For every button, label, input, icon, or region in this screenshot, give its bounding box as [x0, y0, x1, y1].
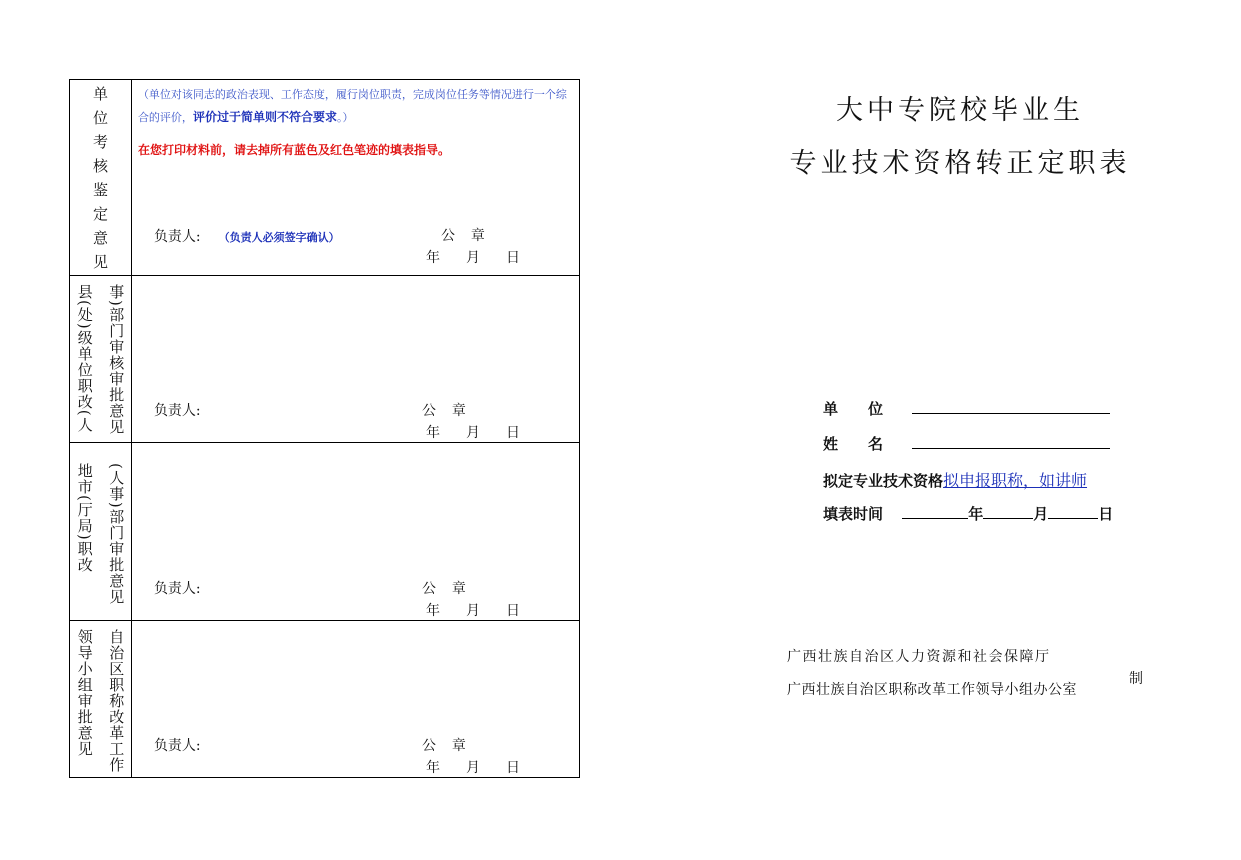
date-line: 年 月 日	[425, 250, 520, 266]
qualification-field: 拟定专业技术资格拟申报职称，如讲师	[823, 471, 1088, 490]
name-input[interactable]	[912, 434, 1110, 449]
print-warning: 在您打印材料前，请去掉所有蓝色及红色笔迹的填表指导。	[137, 143, 450, 157]
issuer-suffix: 制	[1129, 671, 1143, 687]
signer-note: （负责人必须签字确认）	[218, 231, 340, 244]
signer-label: 负责人:	[153, 403, 201, 419]
cover-title-line2: 专业技术资格转正定职表	[789, 148, 1131, 179]
official-seal-label: 公 章	[421, 738, 467, 754]
section-label	[70, 80, 132, 276]
month-input[interactable]	[983, 504, 1033, 519]
official-seal-label: 公 章	[421, 581, 467, 597]
region-opinion-field[interactable]	[131, 621, 579, 778]
date-line: 年 月 日	[425, 760, 520, 776]
section-unit-assessment	[70, 80, 580, 276]
year-input[interactable]	[902, 504, 968, 519]
section-label: 自治区职称改革工作 领导小组审批意见	[70, 621, 132, 778]
issuer-title-reform-office: 广西壮族自治区职称改革工作领导小组办公室	[787, 682, 1077, 698]
city-opinion-field[interactable]	[131, 443, 579, 621]
section-region-approval	[70, 621, 580, 778]
section-city-approval	[70, 443, 580, 621]
label-char: 考	[92, 133, 108, 151]
unit-field: 单 位	[823, 398, 1110, 419]
date-line: 年 月 日	[425, 425, 520, 441]
name-field: 姓 名	[823, 433, 1110, 454]
label-char: 鉴	[92, 181, 108, 199]
label-char: 位	[92, 109, 108, 127]
signer-label: 负责人:	[153, 581, 201, 597]
cover-title-line1: 大中专院校毕业生	[836, 95, 1084, 126]
qualification-hint-link[interactable]: 拟申报职称，如讲师	[943, 471, 1088, 490]
signer-label: 负责人: （负责人必须签字确认）	[153, 229, 340, 245]
section-label: 事)部门审核审批意见 县(处)级单位职改(人	[70, 276, 132, 443]
label-char: 单	[92, 85, 108, 103]
section-label: (人事)部门审批意见 地市(厅局)职改	[70, 443, 132, 621]
issuer-hr-department: 广西壮族自治区人力资源和社会保障厅	[787, 649, 1051, 665]
county-opinion-field[interactable]	[131, 276, 579, 443]
section-county-approval	[70, 276, 580, 443]
unit-input[interactable]	[912, 399, 1110, 414]
label-char: 核	[92, 157, 108, 175]
label-char: 见	[92, 253, 108, 271]
assessment-opinion-field[interactable]	[131, 80, 579, 276]
label-char: 意	[92, 229, 108, 247]
fill-date-field: 填表时间 年 月 日	[823, 505, 1114, 523]
signer-label: 负责人:	[153, 738, 201, 754]
official-seal-label: 公 章	[421, 403, 467, 419]
label-char: 定	[92, 205, 108, 223]
official-seal-label: 公 章	[440, 228, 486, 244]
day-input[interactable]	[1048, 504, 1098, 519]
date-line: 年 月 日	[425, 603, 520, 619]
guidance-note: （单位对该同志的政治表现、工作态度，履行岗位职责，完成岗位任务等情况进行一个综合的评价，评价过于简单则不符合要求。）	[137, 88, 567, 124]
approval-table	[69, 79, 580, 778]
